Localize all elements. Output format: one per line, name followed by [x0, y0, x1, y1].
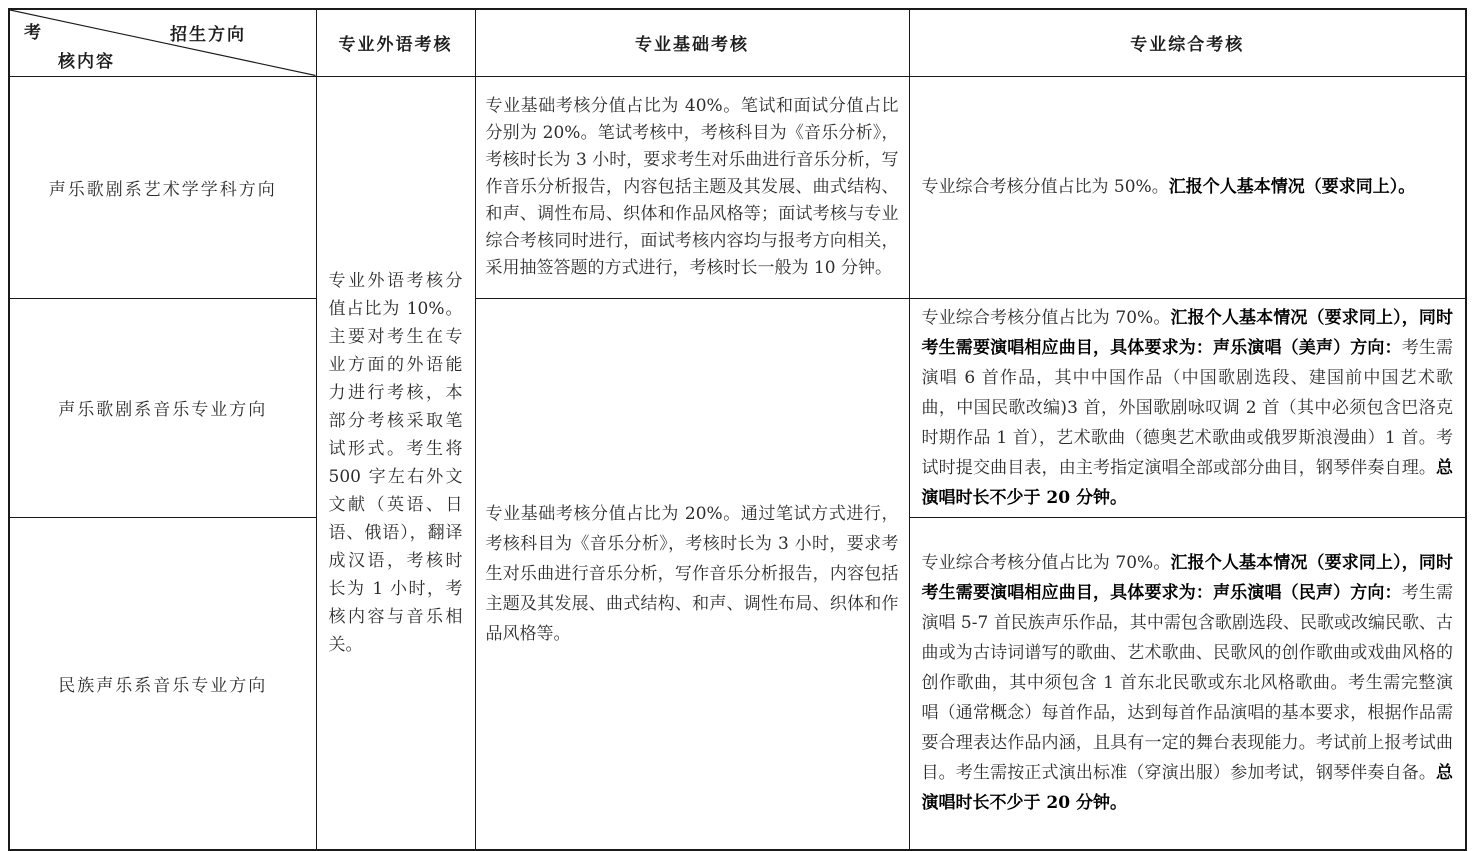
- assessment-table: [8, 8, 1467, 851]
- column-header-foreign-language: 专业外语考核: [316, 9, 475, 76]
- table-row-vocal-opera-music-major: [9, 298, 1466, 517]
- corner-label-assessment-content-line1: 考: [24, 23, 43, 43]
- basic-assessment-cell-rows2-3: 专业基础考核分值占比为 20%。通过笔试方式进行，考核科目为《音乐分析》，考核时长为 3 小时，要求考生对乐曲进行音乐分析，写作音乐分析报告，内容包括主题及其发展、曲式结构、和声、调性布局、织体和作品风格等。: [475, 298, 909, 850]
- basic-assessment-cell-row1: 专业基础考核分值占比为 40%。笔试和面试分值占比分别为 20%。笔试考核中，考核科目为《音乐分析》，考核时长为 3 小时，要求考生对乐曲进行音乐分析，写作音乐分析报告，内容包括主题及其发展、曲式结构、和声、调性布局、织体和作品风格等；面试考核与专业综合考核同时进行，面试考核内容均与报考方向相关，采用抽签答题的方式进行，考核时长一般为 10 分钟。: [475, 76, 909, 298]
- comprehensive-assessment-cell-row1: 专业综合考核分值占比为 50%。汇报个人基本情况（要求同上）。: [909, 76, 1466, 298]
- corner-header-cell: [9, 9, 316, 76]
- column-header-basic-assessment: 专业基础考核: [475, 9, 909, 76]
- row-label-vocal-opera-art-theory: 声乐歌剧系艺术学学科方向: [9, 76, 316, 298]
- row-label-national-vocal-music-major: 民族声乐系音乐专业方向: [9, 517, 316, 850]
- corner-label-assessment-content-line2: 核内容: [58, 52, 115, 72]
- comprehensive-assessment-cell-row3: 专业综合考核分值占比为 70%。汇报个人基本情况（要求同上），同时考生需要演唱相应曲目，具体要求为：声乐演唱（民声）方向：考生需演唱 5-7 首民族声乐作品，其中需包含歌剧选段、民歌或改编民歌、古曲或为古诗词谱写的歌曲、艺术歌曲、民歌风的创作歌曲或戏曲风格的创作歌曲，其中须包含 1 首东北民歌或东北风格歌曲。考生需完整演唱（通常概念）每首作品，达到每首作品演唱的基本要求，根据作品需要合理表达作品内涵，且具有一定的舞台表现能力。考试前上报考试曲目。考生需按正式演出标准（穿演出服）参加考试，钢琴伴奏自备。总演唱时长不少于 20 分钟。: [909, 517, 1466, 850]
- row-label-vocal-opera-music-major: 声乐歌剧系音乐专业方向: [9, 298, 316, 517]
- header-row: [9, 9, 1466, 76]
- table-row-vocal-opera-art-theory: [9, 76, 1466, 298]
- diagonal-line: [10, 10, 316, 76]
- comprehensive-assessment-cell-row2: 专业综合考核分值占比为 70%。汇报个人基本情况（要求同上），同时考生需要演唱相应曲目，具体要求为：声乐演唱（美声）方向：考生需演唱 6 首作品，其中中国作品（中国歌剧选段、建国前中国艺术歌曲，中国民歌改编)3 首，外国歌剧咏叹调 2 首（其中必须包含巴洛克时期作品 1 首），艺术歌曲（德奥艺术歌曲或俄罗斯浪漫曲）1 首。考试时提交曲目表，由主考指定演唱全部或部分曲目，钢琴伴奏自理。总演唱时长不少于 20 分钟。: [909, 298, 1466, 517]
- column-header-comprehensive-assessment: 专业综合考核: [909, 9, 1466, 76]
- corner-wrap: [10, 10, 316, 76]
- corner-label-enrollment-direction: 招生方向: [170, 25, 246, 45]
- foreign-language-assessment-cell: 专业外语考核分值占比为 10%。主要对考生在专业方面的外语能力进行考核，本部分考核采取笔试形式。考生将 500 字左右外文文献（英语、日语、俄语），翻译成汉语，考核时长为 1 小时，考核内容与音乐相关。: [316, 76, 475, 850]
